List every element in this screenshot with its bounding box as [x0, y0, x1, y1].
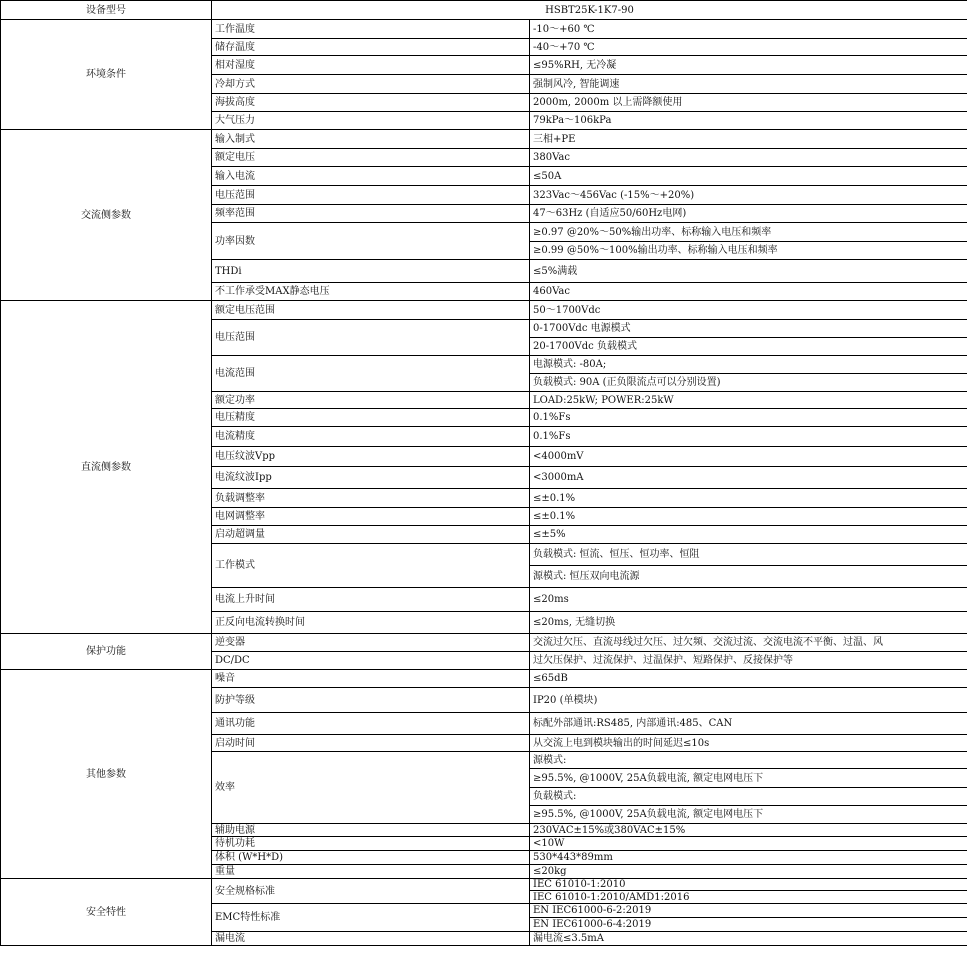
table-row	[1, 670, 967, 688]
value-cell: IEC 61010-1:2010/AMD1:2016	[530, 891, 967, 904]
category-cell: 安全特性	[1, 879, 212, 946]
value-cell: <4000mV	[530, 447, 967, 467]
value-cell: 530*443*89mm	[530, 851, 967, 865]
value-cell: ≤20ms, 无缝切换	[530, 612, 967, 634]
value-cell: <10W	[530, 837, 967, 851]
value-cell: 230VAC±15%或380VAC±15%	[530, 824, 967, 837]
category-cell: 保护功能	[1, 634, 212, 670]
param-cell: EMC特性标准	[212, 904, 530, 932]
param-cell: 频率范围	[212, 205, 530, 223]
param-cell: 功率因数	[212, 223, 530, 260]
param-cell: 体积 (W*H*D)	[212, 851, 530, 865]
param-cell: 噪音	[212, 670, 530, 688]
value-cell: ≤95%RH, 无冷凝	[530, 56, 967, 75]
value-cell: -10～+60 ℃	[530, 20, 967, 39]
value-cell: 从交流上电到模块输出的时间延迟≤10s	[530, 735, 967, 752]
value-cell: EN IEC61000-6-2:2019	[530, 904, 967, 918]
value-cell: 强制风冷, 智能调速	[530, 75, 967, 94]
param-cell: 不工作承受MAX静态电压	[212, 283, 530, 301]
value-cell: 三相+PE	[530, 130, 967, 149]
param-cell: 逆变器	[212, 634, 530, 652]
value-cell: 负载模式:	[530, 788, 967, 806]
value-cell: 漏电流≤3.5mA	[530, 932, 967, 946]
value-cell: 交流过欠压、直流母线过欠压、过欠频、交流过流、交流电流不平衡、过温、风	[530, 634, 967, 652]
value-cell: 过欠压保护、过流保护、过温保护、短路保护、反接保护等	[530, 652, 967, 670]
value-cell: ≤65dB	[530, 670, 967, 688]
param-cell: 待机功耗	[212, 837, 530, 851]
spec-table-body	[1, 1, 967, 946]
value-cell: 负载模式: 90A (正负限流点可以分别设置)	[530, 374, 967, 392]
table-row	[1, 20, 967, 39]
value-cell: 47～63Hz (自适应50/60Hz电网)	[530, 205, 967, 223]
value-cell: 标配外部通讯:RS485, 内部通讯:485、CAN	[530, 713, 967, 735]
param-cell: 重量	[212, 865, 530, 879]
param-cell: 电流精度	[212, 427, 530, 447]
param-cell: 海拔高度	[212, 94, 530, 112]
value-cell: ≥0.97 @20%～50%输出功率、标称输入电压和频率	[530, 223, 967, 242]
category-cell: 交流侧参数	[1, 130, 212, 301]
param-cell: 相对湿度	[212, 56, 530, 75]
param-cell: 冷却方式	[212, 75, 530, 94]
value-cell: 79kPa～106kPa	[530, 112, 967, 130]
value-cell: ≥95.5%, @1000V, 25A负载电流, 额定电网电压下	[530, 806, 967, 824]
value-cell: IEC 61010-1:2010	[530, 879, 967, 891]
value-cell: EN IEC61000-6-4:2019	[530, 918, 967, 932]
value-cell: -40～+70 ℃	[530, 39, 967, 56]
table-row	[1, 301, 967, 320]
table-row	[1, 634, 967, 652]
param-cell: 辅助电源	[212, 824, 530, 837]
value-cell: 0.1%Fs	[530, 409, 967, 427]
table-row	[1, 130, 967, 149]
value-cell: <3000mA	[530, 467, 967, 489]
value-cell: IP20 (单模块)	[530, 688, 967, 713]
param-cell: 储存温度	[212, 39, 530, 56]
param-cell: 电压精度	[212, 409, 530, 427]
param-cell: 额定功率	[212, 392, 530, 409]
value-cell: 20-1700Vdc 负载模式	[530, 338, 967, 356]
value-cell: 负载模式: 恒流、恒压、恒功率、恒阻	[530, 544, 967, 566]
category-cell: 其他参数	[1, 670, 212, 879]
param-cell: 防护等级	[212, 688, 530, 713]
param-cell: 正反向电流转换时间	[212, 612, 530, 634]
value-cell: 460Vac	[530, 283, 967, 301]
value-cell: LOAD:25kW; POWER:25kW	[530, 392, 967, 409]
value-cell: ≤±0.1%	[530, 489, 967, 508]
value-cell: ≥0.99 @50%～100%输出功率、标称输入电压和频率	[530, 242, 967, 260]
value-cell: ≥95.5%, @1000V, 25A负载电流, 额定电网电压下	[530, 769, 967, 788]
value-cell: 0-1700Vdc 电源模式	[530, 320, 967, 338]
param-cell: 电流范围	[212, 356, 530, 392]
param-cell: 通讯功能	[212, 713, 530, 735]
value-cell: 0.1%Fs	[530, 427, 967, 447]
value-cell: ≤50A	[530, 167, 967, 186]
param-cell: THDi	[212, 260, 530, 283]
param-cell: 大气压力	[212, 112, 530, 130]
param-cell: 额定电压范围	[212, 301, 530, 320]
param-cell: 电压范围	[212, 320, 530, 356]
value-cell: 50～1700Vdc	[530, 301, 967, 320]
header-row	[1, 1, 967, 20]
value-cell: ≤20kg	[530, 865, 967, 879]
param-cell: 漏电流	[212, 932, 530, 946]
value-cell: ≤±5%	[530, 526, 967, 544]
param-cell: 电压纹波Vpp	[212, 447, 530, 467]
value-cell: 电源模式: -80A;	[530, 356, 967, 374]
param-cell: 电流纹波Ipp	[212, 467, 530, 489]
value-cell: 323Vac～456Vac (-15%～+20%)	[530, 186, 967, 205]
param-cell: 输入电流	[212, 167, 530, 186]
model-label: 设备型号	[1, 1, 212, 20]
param-cell: 额定电压	[212, 149, 530, 167]
param-cell: 电网调整率	[212, 508, 530, 526]
value-cell: 源模式: 恒压双向电流源	[530, 566, 967, 588]
table-row	[1, 879, 967, 891]
model-value: HSBT25K-1K7-90	[212, 1, 967, 20]
value-cell: ≤20ms	[530, 588, 967, 612]
param-cell: 工作模式	[212, 544, 530, 588]
value-cell: 源模式:	[530, 752, 967, 769]
category-cell: 直流侧参数	[1, 301, 212, 634]
param-cell: 安全规格标准	[212, 879, 530, 904]
category-cell: 环境条件	[1, 20, 212, 130]
param-cell: 工作温度	[212, 20, 530, 39]
param-cell: 电压范围	[212, 186, 530, 205]
param-cell: 启动时间	[212, 735, 530, 752]
value-cell: 2000m, 2000m 以上需降额使用	[530, 94, 967, 112]
param-cell: 启动超调量	[212, 526, 530, 544]
param-cell: 效率	[212, 752, 530, 824]
param-cell: 电流上升时间	[212, 588, 530, 612]
value-cell: ≤5%满载	[530, 260, 967, 283]
value-cell: 380Vac	[530, 149, 967, 167]
param-cell: 输入制式	[212, 130, 530, 149]
param-cell: DC/DC	[212, 652, 530, 670]
param-cell: 负载调整率	[212, 489, 530, 508]
value-cell: ≤±0.1%	[530, 508, 967, 526]
